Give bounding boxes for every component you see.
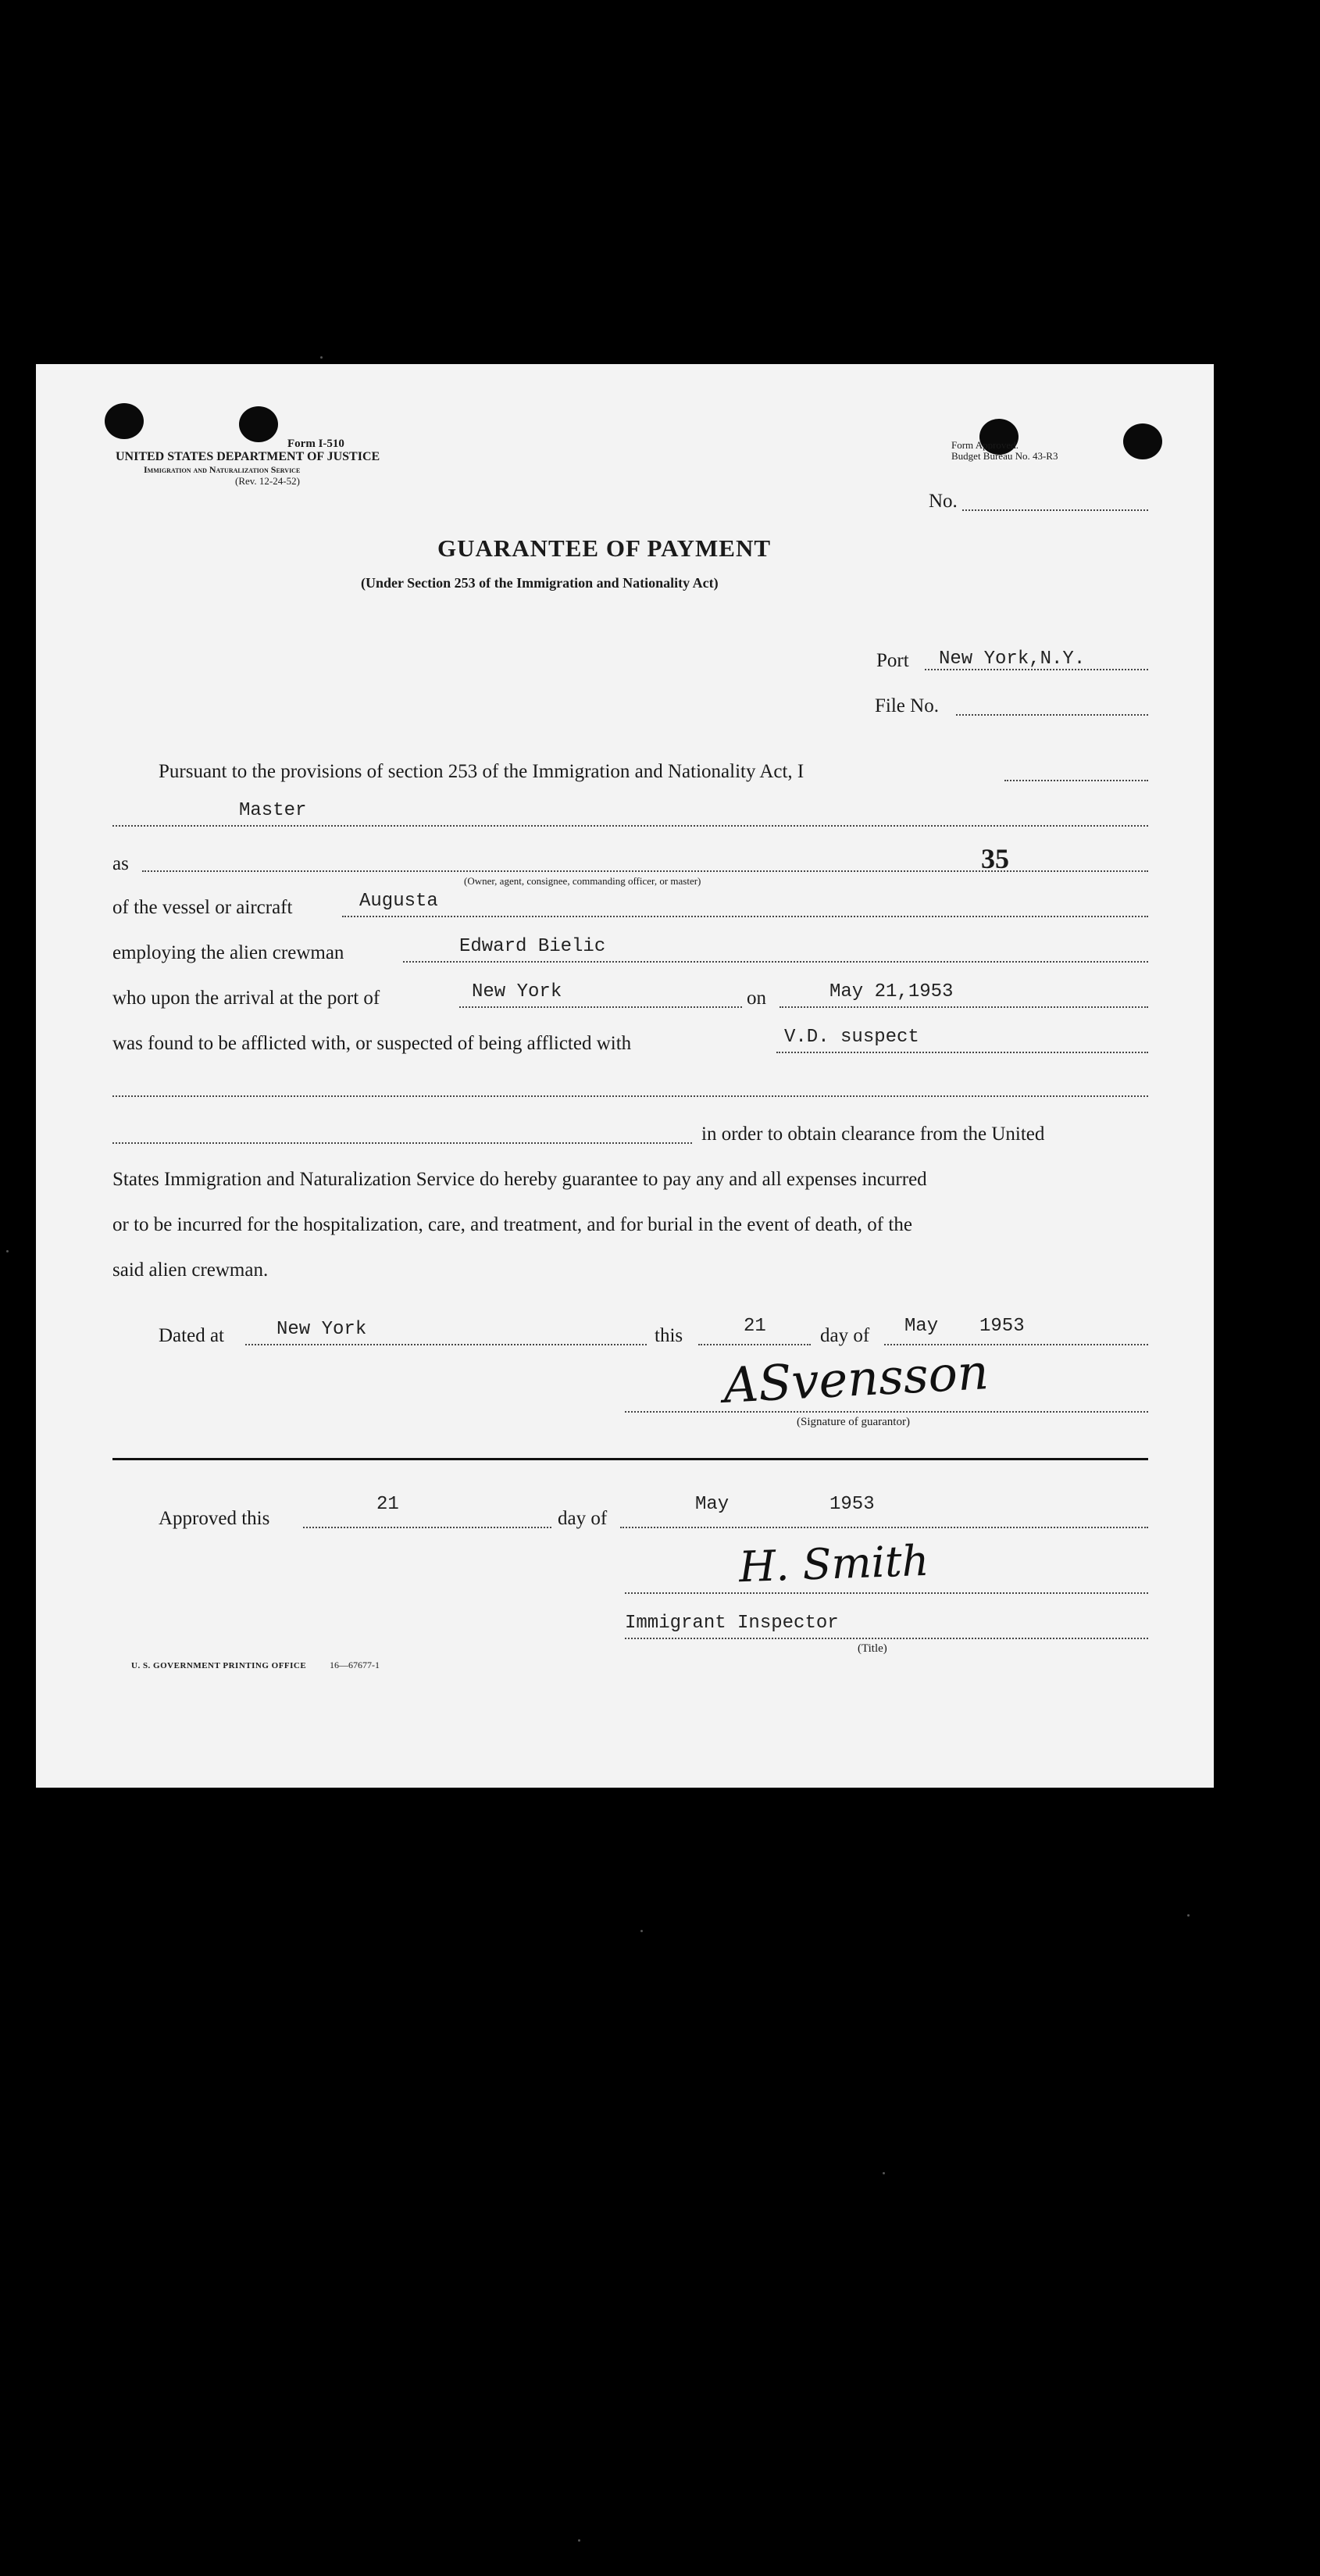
approved-day-value[interactable]: 21	[376, 1494, 399, 1515]
form-title: GUARANTEE OF PAYMENT	[437, 534, 772, 562]
port-value[interactable]: New York,N.Y.	[939, 648, 1086, 670]
vessel-value[interactable]: Augusta	[359, 891, 438, 912]
arrival-label: who upon the arrival at the port of	[112, 988, 380, 1009]
scan-speck	[578, 2539, 580, 2542]
approver-signature-line	[625, 1592, 1148, 1594]
guarantor-field-line-1	[1004, 780, 1148, 781]
vessel-label: of the vessel or aircraft	[112, 897, 293, 918]
crewman-label: employing the alien crewman	[112, 942, 344, 963]
arrival-date-field-line	[780, 1006, 1148, 1008]
arrival-port-field-line	[459, 1006, 742, 1008]
approved-day-of-label: day of	[558, 1508, 608, 1529]
no-label: No.	[929, 491, 958, 512]
punch-hole	[105, 403, 144, 439]
dated-day-field-line	[698, 1344, 811, 1345]
guarantee-text-line-4: said alien crewman.	[112, 1259, 269, 1281]
this-label: this	[655, 1325, 683, 1346]
on-label: on	[747, 988, 766, 1009]
punch-hole	[1123, 423, 1162, 459]
dated-month-value[interactable]: May	[904, 1316, 939, 1337]
form-number: Form I-510	[287, 438, 344, 450]
crewman-field-line	[403, 961, 1148, 963]
form-subtitle: (Under Section 253 of the Immigration and Nationality Act)	[361, 575, 719, 591]
approver-title-value[interactable]: Immigrant Inspector	[625, 1613, 839, 1634]
budget-bureau-number: Budget Bureau No. 43-R3	[951, 450, 1058, 462]
service-name: Immigration and Naturalization Service	[144, 464, 301, 475]
arrival-port-value[interactable]: New York	[472, 981, 562, 1002]
approved-day-field-line	[303, 1527, 551, 1528]
approved-year-value[interactable]: 1953	[829, 1494, 875, 1515]
file-no-label: File No.	[875, 695, 939, 716]
scan-speck	[640, 1930, 643, 1932]
capacity-number: 35	[981, 843, 1009, 874]
dated-place-value[interactable]: New York	[276, 1319, 367, 1340]
scan-speck	[883, 2172, 885, 2174]
scan-speck	[1187, 1914, 1190, 1917]
form-paper	[36, 364, 1214, 1788]
title-label: (Title)	[858, 1642, 887, 1655]
guarantor-signature-line	[625, 1411, 1148, 1413]
file-no-field[interactable]	[956, 714, 1148, 716]
arrival-date-value[interactable]: May 21,1953	[829, 981, 954, 1002]
signature-of-guarantor-label: (Signature of guarantor)	[797, 1416, 910, 1428]
guarantee-text-line-3: or to be incurred for the hospitalization, care, and treatment, and for burial in the event of death, of the	[112, 1214, 912, 1235]
approved-this-label: Approved this	[159, 1508, 270, 1529]
scan-speck	[6, 1250, 9, 1252]
no-field[interactable]	[962, 509, 1148, 511]
guarantor-signature: ASvensson	[722, 1343, 990, 1414]
afflicted-label: was found to be afflicted with, or suspected of being afflicted with	[112, 1033, 632, 1054]
dated-place-field-line	[245, 1344, 647, 1345]
dated-month-field-line	[884, 1344, 1148, 1345]
as-label: as	[112, 853, 129, 874]
revision-date: (Rev. 12-24-52)	[235, 475, 300, 487]
afflicted-extra-line[interactable]	[112, 1095, 1148, 1097]
dated-day-value[interactable]: 21	[744, 1316, 766, 1337]
capacity-hint: (Owner, agent, consignee, commanding officer, or master)	[464, 875, 701, 887]
day-of-label: day of	[820, 1325, 870, 1346]
department-name: UNITED STATES DEPARTMENT OF JUSTICE	[116, 450, 380, 463]
scan-speck	[320, 356, 323, 359]
approved-month-value[interactable]: May	[695, 1494, 730, 1515]
printing-code: 16—67677-1	[330, 1660, 380, 1670]
guarantor-name[interactable]: Master	[239, 800, 307, 821]
crewman-value[interactable]: Edward Bielic	[459, 936, 606, 957]
approver-signature: H. Smith	[737, 1535, 930, 1592]
port-label: Port	[876, 650, 909, 671]
afflicted-value[interactable]: V.D. suspect	[784, 1027, 919, 1048]
clearance-text: in order to obtain clearance from the United	[701, 1124, 1045, 1145]
form-approved-text: Form Approved.	[951, 439, 1019, 451]
afflicted-extra-line-2[interactable]	[112, 1142, 692, 1144]
punch-hole	[239, 406, 278, 442]
dated-at-label: Dated at	[159, 1325, 224, 1346]
dated-year-value[interactable]: 1953	[979, 1316, 1025, 1337]
approver-title-line	[625, 1638, 1148, 1639]
section-divider	[112, 1458, 1148, 1460]
approved-month-field-line	[620, 1527, 1148, 1528]
guarantee-text-line-2: States Immigration and Naturalization Service do hereby guarantee to pay any and all expenses incurred	[112, 1169, 927, 1190]
printing-office-text: U. S. GOVERNMENT PRINTING OFFICE	[131, 1661, 307, 1670]
vessel-field-line	[342, 916, 1148, 917]
guarantor-field-line-2	[112, 825, 1148, 827]
intro-text: Pursuant to the provisions of section 253 of the Immigration and Nationality Act, I	[159, 761, 804, 782]
afflicted-field-line	[776, 1052, 1148, 1053]
